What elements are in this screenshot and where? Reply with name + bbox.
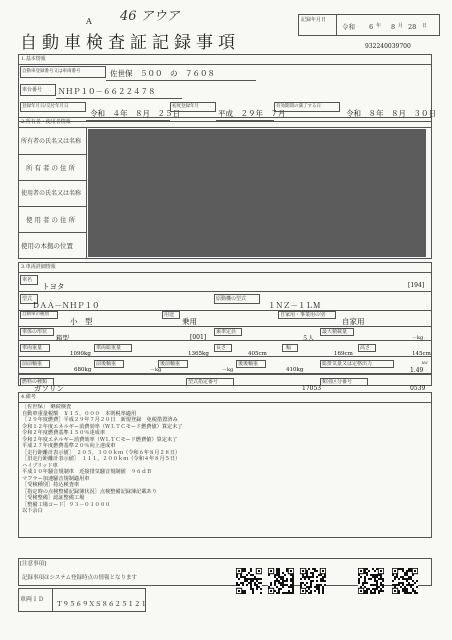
record-date-label: 記録年月日 — [301, 17, 327, 23]
vehicle-kind-label: 自動車の種別 — [22, 312, 49, 317]
remarks-line: 令和１２年度エネルギー消費効率（ＷＬＴＣモード燃費値）算定未了 — [22, 423, 183, 430]
remarks-line: ［旧走行距離計表示値］ １１１，２００ｋｍ（令和４年８月５日） — [22, 456, 181, 462]
remarks-line: ［指定時の点検整備記録簿状況］点検整備記録簿記載あり — [22, 488, 157, 495]
displacement-unit: kW — [422, 361, 428, 365]
displacement-value: 1.49 — [410, 367, 424, 374]
section-vehicle-heading: 3.車両詳細情報 — [21, 264, 56, 270]
max-load-value: －kg — [412, 335, 424, 341]
remarks-line: ［受検整備］認証整備工場 — [22, 495, 85, 501]
category-number-label: 類別区分番号 — [322, 379, 353, 385]
length-label: 長さ — [216, 345, 227, 351]
purpose-label: 自家用・事業用の別 — [280, 312, 326, 318]
width-value: 169cm — [334, 351, 353, 357]
remarks-line: ［佐世保］ 継続検査 — [22, 404, 72, 410]
handwritten-mark-a: A — [86, 17, 92, 26]
owner-name-label: 所有者の氏名又は名称 — [21, 138, 82, 145]
qr-code-4 — [358, 568, 384, 594]
purpose-value: 自家用 — [342, 317, 365, 326]
registration-number-value: 佐世保 ５００ の ７６０８ — [110, 69, 215, 78]
gross-weight-value: 1365kg — [188, 351, 209, 357]
remarks-line: 令和２年度燃費基準１５０％達成車 — [22, 430, 106, 436]
fuel-type-label: 燃料の種類 — [22, 379, 48, 385]
remarks-line: 自動車重量税額 ￥１５，０００ 本則税率適用 — [22, 410, 137, 417]
front-rear-axle-value: －kg — [150, 367, 162, 373]
engine-model-label: 原動機の型式 — [216, 296, 247, 302]
maker-label: 車名 — [22, 277, 33, 283]
inspection-record-document: A 46 アウア 記録年月日 令和 6 年 8 月 28 日 自動車検査証記録事項 932240039700 1.基本情報 自動車登録番号又は車両番号 佐世保 ５００ の ７６０８ 車台番号 ＮＨＰ１０－６６２２４７８ 登録年月日/交付年月日 令和 ４年 ８月 ２５日 初度登録年月 平成 ２９年 ７月 有効期間の満了する日 令和 ８年 ８月 ３０日 2.所有者・使用者情報 所有者の氏名又は名称 所有者の住所 使用者の氏名又は名称 使用者の住所 使用の本拠の位置 3.車両詳細情報 車名 トヨタ [194] 型式 ＤＡＡ－ＮＨＰ１０ 原動機の型式 １ＮＺ－１ＬＭ 自動車の種別 小 型 用途 乗用 自家用・事業用の別 自家用 車体の形状 箱型 [001] 乗車定員 ５人 最大積載量 －kg 車両重量 1090kg 車両総重量 1365kg 長さ 405cm 幅 169cm 高さ 145cm 前前軸重 680kg 前後軸重 －kg 後前軸重 －kg 後後軸重 410kg 総排気量又は定格出力 1.49 kW 燃料の種類 ガソリン 型式指定番号 17053 類別区分番号 0539 4.備考 ［佐世保］ 継続検査 自動車重量税額 ￥１５，０００ 本則税率適用 ［２９年度燃費］平成２９年７月２０日 新規登録 免税措置済み 令和１２年度エネルギー消費効率（ＷＬＴＣモード燃費値）算定未了 令和２年度燃費基準１５０％達成車 令和２年度エネルギー消費効率（ＷＬＴＣモード燃費値）算定未了 平成２７年度燃費基準２０％向上達成車 ［走行距離計表示値］ ２０５，３００ｋｍ（令和６年８月２８日） ［旧走行距離計表示値］ １１１，２００ｋｍ（令和４年８月５日） ハイブリッド車 平成１０年騒音規制車 近接排気騒音規制値 ９６ｄＢ マフラー加速騒音規制適用車 ［受検種別］持込検査車 ［指定時の点検整備記録簿状況］点検整備記録簿記載あり ［受検整備］認証整備工場 ［整備工場コード］９３－０１０００ 以下余白 [注意事項] 記録事項はシステム登録時点の情報となります 車両ＩＤ Ｔ９５６９ＸＳ８６２５１２１ — [0, 0, 452, 640]
max-load-label: 最大積載量 — [322, 329, 348, 335]
vehicle-weight-label: 車両重量 — [22, 345, 43, 351]
qr-code-2 — [268, 568, 294, 594]
vehicle-id-value: Ｔ９５６９ＸＳ８６２５１２１ — [56, 600, 147, 608]
remarks-line: ［走行距離計表示値］ ２０５，３００ｋｍ（令和６年８月２８日） — [22, 449, 181, 456]
rear-rear-axle-value: 410kg — [286, 367, 304, 373]
displacement-label: 総排気量又は定格出力 — [322, 361, 373, 367]
rear-rear-axle-label: 後後軸重 — [238, 361, 259, 367]
registration-number-label: 自動車登録番号又は車両番号 — [22, 69, 81, 74]
height-value: 145cm — [412, 351, 431, 357]
expiry-date-value: 令和 ８年 ８月 ３０日 — [346, 109, 436, 118]
section-remarks-heading: 4.備考 — [21, 394, 36, 400]
type-designation-value: 17053 — [302, 385, 322, 392]
notice-title: [注意事項] — [20, 561, 47, 567]
remarks-line: 以下余白 — [22, 508, 43, 514]
maker-value: トヨタ — [42, 282, 65, 291]
first-registration-label: 初度登録年月 — [172, 104, 199, 109]
front-front-axle-value: 680kg — [74, 367, 92, 373]
remarks-line: ［受検種別］持込検査車 — [22, 482, 80, 488]
remarks-line: 令和２年度エネルギー消費効率（ＷＬＴＣモード燃費値）算定未了 — [22, 436, 178, 443]
vehicle-kind-value: 小 型 — [70, 317, 93, 326]
user-name-label: 使用者の氏名又は名称 — [21, 190, 82, 197]
body-shape-code: [001] — [190, 334, 207, 341]
model-value: ＤＡＡ－ＮＨＰ１０ — [32, 301, 100, 310]
redaction-block — [88, 129, 426, 257]
chassis-number-value: ＮＨＰ１０－６６２２４７８ — [58, 87, 156, 96]
qr-code-3 — [300, 568, 326, 594]
expiry-date-label: 有効期間の満了する日 — [276, 104, 321, 109]
gross-weight-label: 車両総重量 — [96, 345, 122, 351]
maker-code: [194] — [408, 282, 425, 289]
remarks-line: マフラー加速騒音規制適用車 — [22, 475, 90, 482]
base-location-label: 使用の本拠の位置 — [21, 242, 73, 250]
body-shape-label: 車体の形状 — [22, 329, 48, 335]
page-title: 自動車検査証記録事項 — [20, 33, 240, 53]
width-label: 幅 — [286, 345, 292, 351]
handwritten-note: 46 アウア — [120, 9, 180, 24]
first-registration-value: 平成 ２９年 ７月 — [218, 109, 286, 118]
vehicle-id-label: 車両ＩＤ — [20, 596, 45, 603]
remarks-line: ［整備工場コード］９３－０１０００ — [22, 501, 111, 508]
qr-code-1 — [236, 568, 262, 594]
capacity-value: ５人 — [302, 335, 315, 342]
registration-date-value: 令和 ４年 ８月 ２５日 — [90, 109, 180, 118]
remarks-line: 平成１０年騒音規制車 近接排気騒音規制値 ９６ｄＢ — [22, 469, 152, 475]
remarks-line: ハイブリッド車 — [22, 462, 58, 469]
document-number: 932240039700 — [365, 43, 411, 50]
front-rear-axle-label: 前後軸重 — [96, 361, 117, 367]
remarks-list — [22, 404, 422, 534]
rear-front-axle-value: －kg — [222, 367, 234, 373]
length-value: 405cm — [248, 351, 267, 357]
engine-model-value: １ＮＺ－１ＬＭ — [268, 301, 321, 310]
section-basic-heading: 1.基本情報 — [21, 56, 46, 62]
remarks-line: 平成２７年度燃費基準２０％向上達成車 — [22, 443, 116, 449]
owner-address-label: 所有者の住所 — [26, 164, 77, 172]
type-designation-label: 型式指定番号 — [188, 379, 219, 385]
rear-front-axle-label: 後前軸重 — [160, 361, 181, 367]
notice-text: 記録事項はシステム登録時点の情報となります — [22, 575, 137, 581]
model-label: 型式 — [22, 296, 33, 302]
remarks-line: ［２９年度燃費］平成２９年７月２０日 新規登録 免税措置済み — [22, 417, 178, 423]
user-address-label: 使用者の住所 — [26, 216, 77, 224]
registration-date-label: 登録年月日/交付年月日 — [22, 104, 69, 109]
category-number-value: 0539 — [410, 385, 426, 392]
body-shape-value: 箱型 — [56, 334, 69, 342]
front-front-axle-label: 前前軸重 — [22, 361, 43, 367]
fuel-type-value: ガソリン — [34, 384, 64, 393]
qr-code-5 — [392, 568, 418, 594]
vehicle-weight-value: 1090kg — [70, 351, 91, 357]
section-owner-heading: 2.所有者・使用者情報 — [21, 119, 71, 125]
capacity-label: 乗車定員 — [216, 329, 237, 335]
use-label: 用途 — [164, 312, 175, 318]
use-value: 乗用 — [182, 317, 197, 326]
height-label: 高さ — [360, 345, 371, 351]
chassis-number-label: 車台番号 — [22, 87, 43, 93]
